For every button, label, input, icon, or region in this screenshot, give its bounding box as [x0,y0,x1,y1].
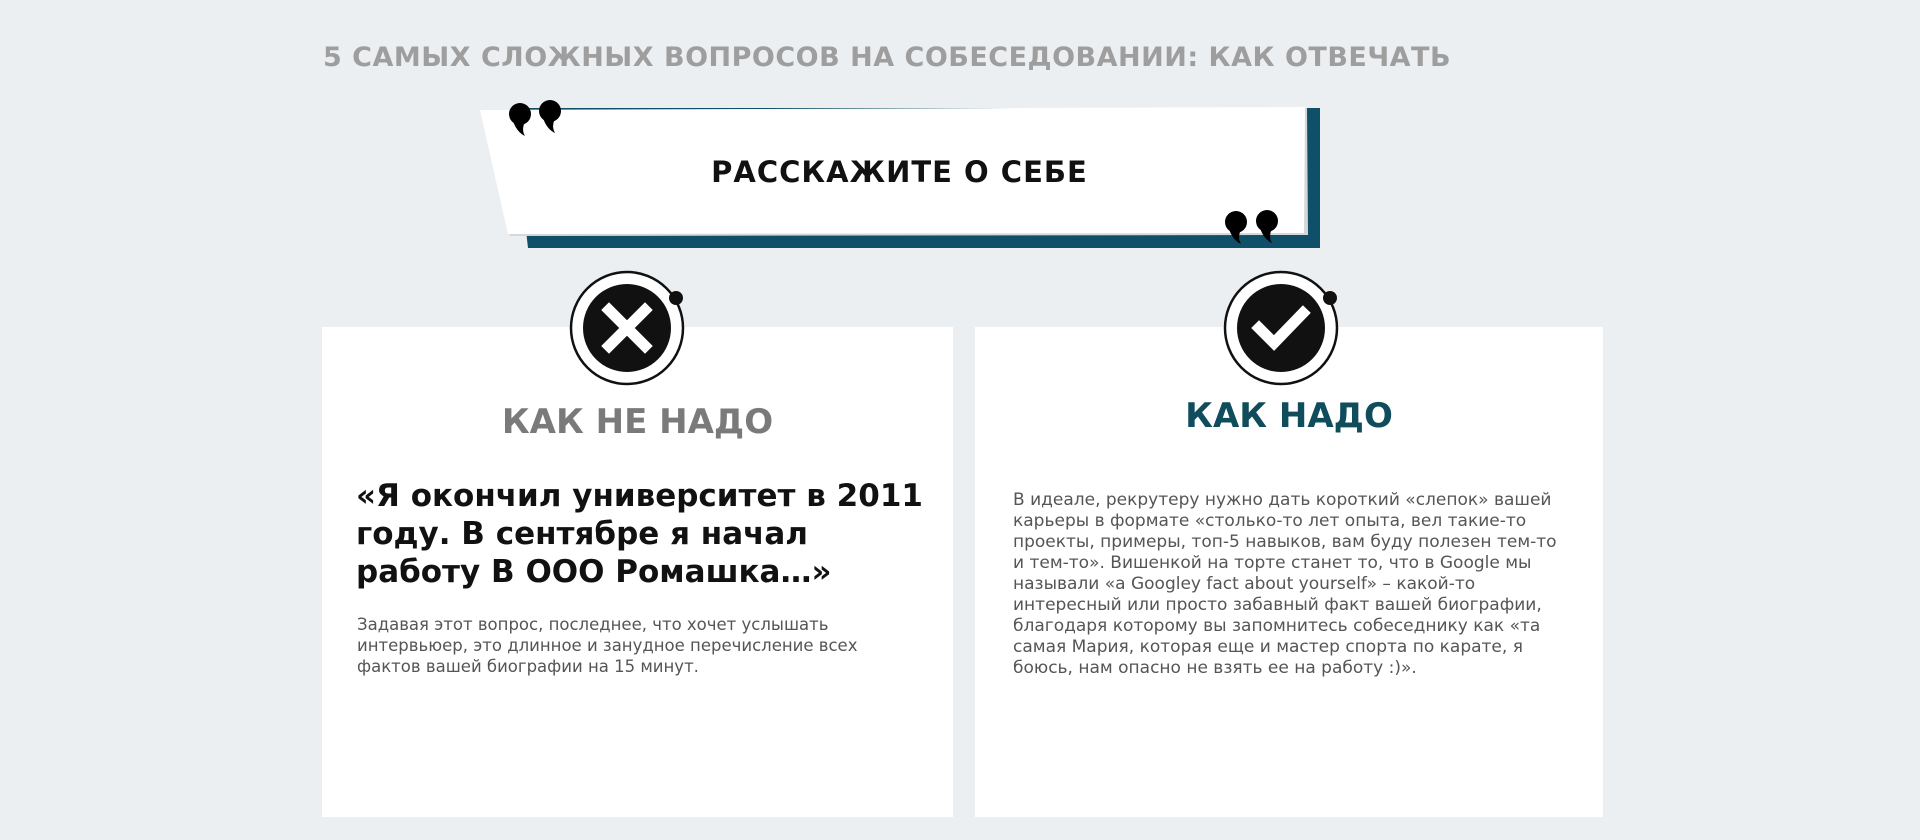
cross-badge [565,266,685,386]
check-badge [1219,266,1339,386]
right-heading: КАК НАДО [1185,396,1393,436]
wrong-note: Задавая этот вопрос, последнее, что хочет услышать интервьюер, это длинное и занудное перечисление всех фактов вашей биографии на 15 минут. [357,615,858,676]
check-icon [1219,266,1339,386]
cross-icon [565,266,685,386]
question-title: РАССКАЖИТЕ О СЕБЕ [711,155,1088,189]
wrong-quote: «Я окончил университет в 2011 году. В сентябре я начал работу В ООО Ромашка…» [356,478,923,590]
wrong-heading: КАК НЕ НАДО [501,402,774,442]
right-advice: В идеале, рекрутеру нужно дать короткий «слепок» вашей карьеры в формате «столько-то лет опыта, вел такие-то проекты, примеры, топ-5 навыков, вам буду полезен тем-то и тем-то». Вишенкой на торте станет то, что в Google мы называли «a Googley fact about yourself» – какой-то интересный или просто забавный факт вашей биографии, благодаря которому вы запомнитесь собеседнику как «та самая Мария, которая еще и мастер спорта по карате, я боюсь, нам опасно не взять ее на работу :)». [1013,490,1557,678]
page-title: 5 САМЫХ СЛОЖНЫХ ВОПРОСОВ НА СОБЕСЕДОВАНИИ: КАК ОТВЕЧАТЬ [323,42,1452,73]
